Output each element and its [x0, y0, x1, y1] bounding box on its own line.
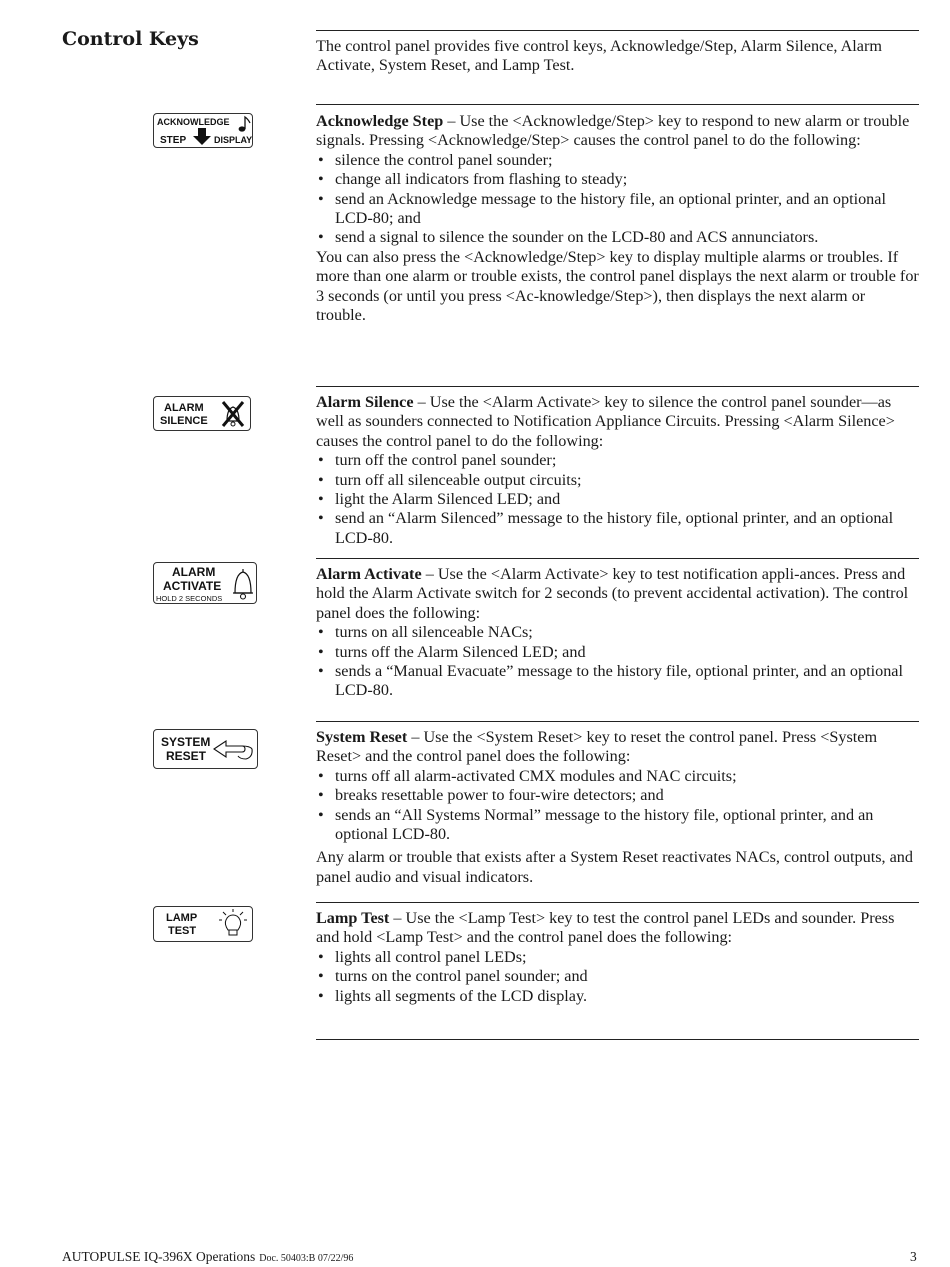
page-number: 3	[910, 1249, 917, 1264]
footer-doc-number: Doc. 50403:B 07/22/96	[259, 1253, 354, 1264]
section-alarm-activate	[316, 558, 919, 701]
alarm-silence-key	[153, 396, 251, 431]
reset-body: – Use the <System Reset> key to reset the control panel. Press <System Reset> and the control panel does the following:	[316, 728, 878, 766]
arrow-down-icon	[192, 128, 212, 146]
key-label-alarm: ALARM	[164, 402, 204, 414]
section-system-reset	[316, 721, 919, 887]
list-item: • lights all segments of the LCD display.	[316, 987, 919, 1006]
music-note-icon	[238, 115, 252, 133]
page-heading: Control Keys	[62, 28, 199, 50]
ack-paragraph	[316, 112, 919, 151]
list-item: • turns off the Alarm Silenced LED; and	[316, 643, 919, 662]
page-footer	[62, 1249, 353, 1265]
list-item: • lights all control panel LEDs;	[316, 948, 919, 967]
light-bulb-icon	[218, 908, 248, 940]
activate-paragraph	[316, 565, 919, 623]
silenced-bell-icon	[218, 399, 248, 429]
pointing-hand-icon	[212, 737, 256, 763]
section-lamp-test	[316, 902, 919, 1006]
reset-title: System Reset	[316, 728, 408, 746]
key-label-display: DISPLAY	[214, 135, 253, 145]
silence-paragraph	[316, 393, 919, 451]
intro-block	[316, 30, 919, 76]
intro-text: The control panel provides five control keys, Acknowledge/Step, Alarm Silence, Alarm Activate, System Reset, and Lamp Test.	[316, 37, 882, 75]
key-label-alarm: ALARM	[172, 565, 216, 579]
lamp-body: – Use the <Lamp Test> key to test the control panel LEDs and sounder. Press and hold <Lamp Test> and the control panel does the following:	[316, 909, 895, 947]
list-item: • send an “Alarm Silenced” message to the history file, optional printer, and an optional LCD-80.	[316, 509, 919, 548]
key-label-lamp: LAMP	[166, 912, 198, 924]
ack-body: – Use the <Acknowledge/Step> key to respond to new alarm or trouble signals. Pressing <Acknowledge/Step> causes the control panel to do the following:	[316, 112, 910, 150]
key-label-reset: RESET	[166, 749, 207, 763]
acknowledge-step-key	[153, 113, 253, 148]
silence-bullet-list	[316, 451, 919, 548]
list-item: • change all indicators from flashing to steady;	[316, 170, 919, 189]
system-reset-key	[153, 729, 258, 769]
key-label-test: TEST	[168, 925, 197, 937]
key-label-acknowledge: ACKNOWLEDGE	[157, 117, 230, 127]
list-item: • turns on all silenceable NACs;	[316, 623, 919, 642]
lamp-title: Lamp Test	[316, 909, 390, 927]
lamp-bullet-list	[316, 948, 919, 1006]
bell-icon	[231, 567, 255, 601]
silence-body: – Use the <Alarm Activate> key to silence the control panel sounder—as well as sounders connected to Notification Appliance Circuits. Pressing <Alarm Silence> causes the control panel to do the following:	[316, 393, 895, 450]
ack-bullet-list	[316, 151, 919, 248]
list-item: • breaks resettable power to four-wire detectors; and	[316, 786, 919, 805]
list-item: • silence the control panel sounder;	[316, 151, 919, 170]
ack-title: Acknowledge Step	[316, 112, 444, 130]
activate-title: Alarm Activate	[316, 565, 422, 583]
list-item: • send a signal to silence the sounder on the LCD-80 and ACS annunciators.	[316, 228, 919, 247]
activate-bullet-list	[316, 623, 919, 701]
alarm-activate-key	[153, 562, 257, 604]
key-label-hold: HOLD 2 SECONDS	[156, 594, 223, 603]
lamp-paragraph	[316, 909, 919, 948]
closing-rule	[316, 1039, 919, 1040]
key-label-activate: ACTIVATE	[163, 579, 222, 593]
ack-after-text: You can also press the <Acknowledge/Step> key to display multiple alarms or troubles. If more than one alarm or trouble exists, the control panel displays the next alarm or trouble for 3 seconds (or until you press <Ac-knowledge/Step>), then displays the next alarm or trouble.	[316, 247, 919, 325]
reset-paragraph	[316, 728, 919, 767]
section-acknowledge-step	[316, 104, 919, 325]
list-item: • turns on the control panel sounder; and	[316, 967, 919, 986]
reset-bullet-list	[316, 767, 919, 845]
key-label-silence: SILENCE	[160, 415, 208, 427]
silence-title: Alarm Silence	[316, 393, 414, 411]
list-item: • turn off all silenceable output circuits;	[316, 471, 919, 490]
section-alarm-silence	[316, 386, 919, 548]
list-item: • send an Acknowledge message to the history file, an optional printer, and an optional LCD-80; and	[316, 190, 919, 229]
list-item: • turn off the control panel sounder;	[316, 451, 919, 470]
list-item: • sends an “All Systems Normal” message to the history file, optional printer, and an optional LCD-80.	[316, 806, 919, 845]
list-item: • sends a “Manual Evacuate” message to the history file, optional printer, and an optional LCD-80.	[316, 662, 919, 701]
list-item: • turns off all alarm-activated CMX modules and NAC circuits;	[316, 767, 919, 786]
reset-after-text: Any alarm or trouble that exists after a System Reset reactivates NACs, control outputs, and panel audio and visual indicators.	[316, 848, 913, 886]
list-item: • light the Alarm Silenced LED; and	[316, 490, 919, 509]
footer-title: AUTOPULSE IQ-396X Operations	[62, 1249, 256, 1264]
key-label-system: SYSTEM	[161, 735, 211, 749]
key-label-step: STEP	[160, 135, 187, 146]
activate-body: – Use the <Alarm Activate> key to test notification appli-ances. Press and hold the Alarm Activate switch for 2 seconds (to prevent accidental activation). The control panel does the following:	[316, 565, 909, 622]
lamp-test-key	[153, 906, 253, 942]
